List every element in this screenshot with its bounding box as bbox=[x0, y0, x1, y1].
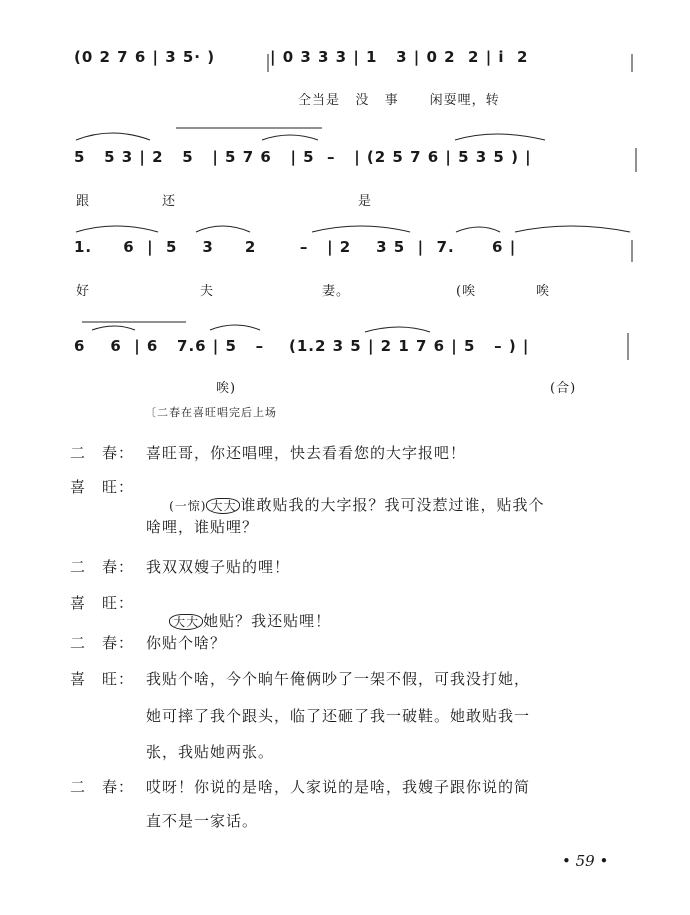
dialogue-text: 我双双嫂子贴的哩！ bbox=[146, 558, 291, 576]
dialogue-speaker: 喜 旺： bbox=[70, 594, 135, 612]
dialogue-speaker: 喜 旺： bbox=[70, 478, 135, 496]
slur-arc bbox=[365, 327, 430, 332]
dialogue-text: 她贴？我还贴哩！ bbox=[203, 612, 332, 630]
slur-arc bbox=[76, 133, 150, 140]
score-line3-lyric-1: 好 bbox=[76, 284, 91, 299]
gong-mark: 大大 bbox=[206, 498, 240, 514]
score-line2-lyric-1: 跟 bbox=[76, 194, 91, 209]
dialogue-speaker: 二 春： bbox=[70, 558, 135, 576]
slur-arc bbox=[196, 226, 250, 232]
score-line3-notes: 1. 6 | 5 3 2 – | 2 3 5 | 7. 6 | bbox=[74, 238, 517, 256]
score-line3-lyric-3: 妻。 bbox=[322, 284, 351, 299]
slur-arc bbox=[515, 226, 630, 232]
dialogue-text: 喜旺哥，你还唱哩，快去看看您的大字报吧！ bbox=[146, 444, 467, 462]
score-line4-notes: 6 6 | 6 7.6 | 5 – (1.2 3 5 | 2 1 7 6 | 5 – ) | bbox=[74, 337, 530, 355]
score-line1-lyrics: 仝当是 没 事 闲耍哩，转 bbox=[298, 93, 500, 108]
score-line2-lyric-3: 是 bbox=[358, 194, 373, 209]
dialogue-text: 谁敢贴我的大字报？我可没惹过谁，贴我个 bbox=[240, 496, 545, 514]
slur-arc bbox=[92, 326, 135, 330]
dialogue-text: 啥哩，谁贴哩？ bbox=[146, 518, 259, 536]
dialogue-speaker: 二 春： bbox=[70, 778, 135, 796]
score-line2-lyric-2: 还 bbox=[162, 194, 177, 209]
page-number: • 59 • bbox=[562, 852, 609, 870]
score-line4-lyric-1: 唉) bbox=[216, 381, 237, 396]
dialogue-text: 哎呀！你说的是啥，人家说的是啥，我嫂子跟你说的简 bbox=[146, 778, 531, 796]
slur-arc bbox=[455, 134, 545, 140]
slur-arc bbox=[210, 325, 260, 330]
score-line1-notes-a: (0 2 7 6 | 3 5· ) bbox=[74, 48, 216, 66]
dialogue-speaker: 二 春： bbox=[70, 444, 135, 462]
score-line1-notes-b: | 0 3 3 3 | 1 3 | 0 2 2 | i 2 bbox=[270, 48, 529, 66]
dialogue-text: 我贴个啥，今个晌午俺俩吵了一架不假，可我没打她， bbox=[146, 670, 531, 688]
dialogue-text: 她可摔了我个跟头，临了还砸了我一破鞋。她敢贴我一 bbox=[146, 707, 531, 725]
stage-direction: 〔二春在喜旺唱完后上场 bbox=[145, 406, 277, 419]
score-line3-lyric-2: 夫 bbox=[200, 284, 215, 299]
dialogue-prefix: (一惊) bbox=[169, 499, 207, 513]
slur-arc bbox=[262, 135, 318, 140]
slur-arc bbox=[76, 226, 158, 232]
score-line3-lyric-5: 唉 bbox=[536, 284, 551, 299]
dialogue-speaker: 二 春： bbox=[70, 634, 135, 652]
score-line4-lyric-2: (合) bbox=[550, 381, 577, 396]
score-line3-lyric-4: (唉 bbox=[456, 284, 477, 299]
dialogue-text: 直不是一家话。 bbox=[146, 812, 259, 830]
slur-arc bbox=[312, 226, 410, 232]
dialogue-speaker: 喜 旺： bbox=[70, 670, 135, 688]
dialogue-text: 张，我贴她两张。 bbox=[146, 743, 275, 761]
score-line2-notes: 5 5 3 | 2 5 | 5 7 6 | 5 – | (2 5 7 6 | 5 3 5 ) | bbox=[74, 148, 532, 166]
gong-mark: 大大 bbox=[169, 614, 203, 630]
dialogue-text: 你贴个啥？ bbox=[146, 634, 227, 652]
slur-arc bbox=[456, 227, 500, 232]
